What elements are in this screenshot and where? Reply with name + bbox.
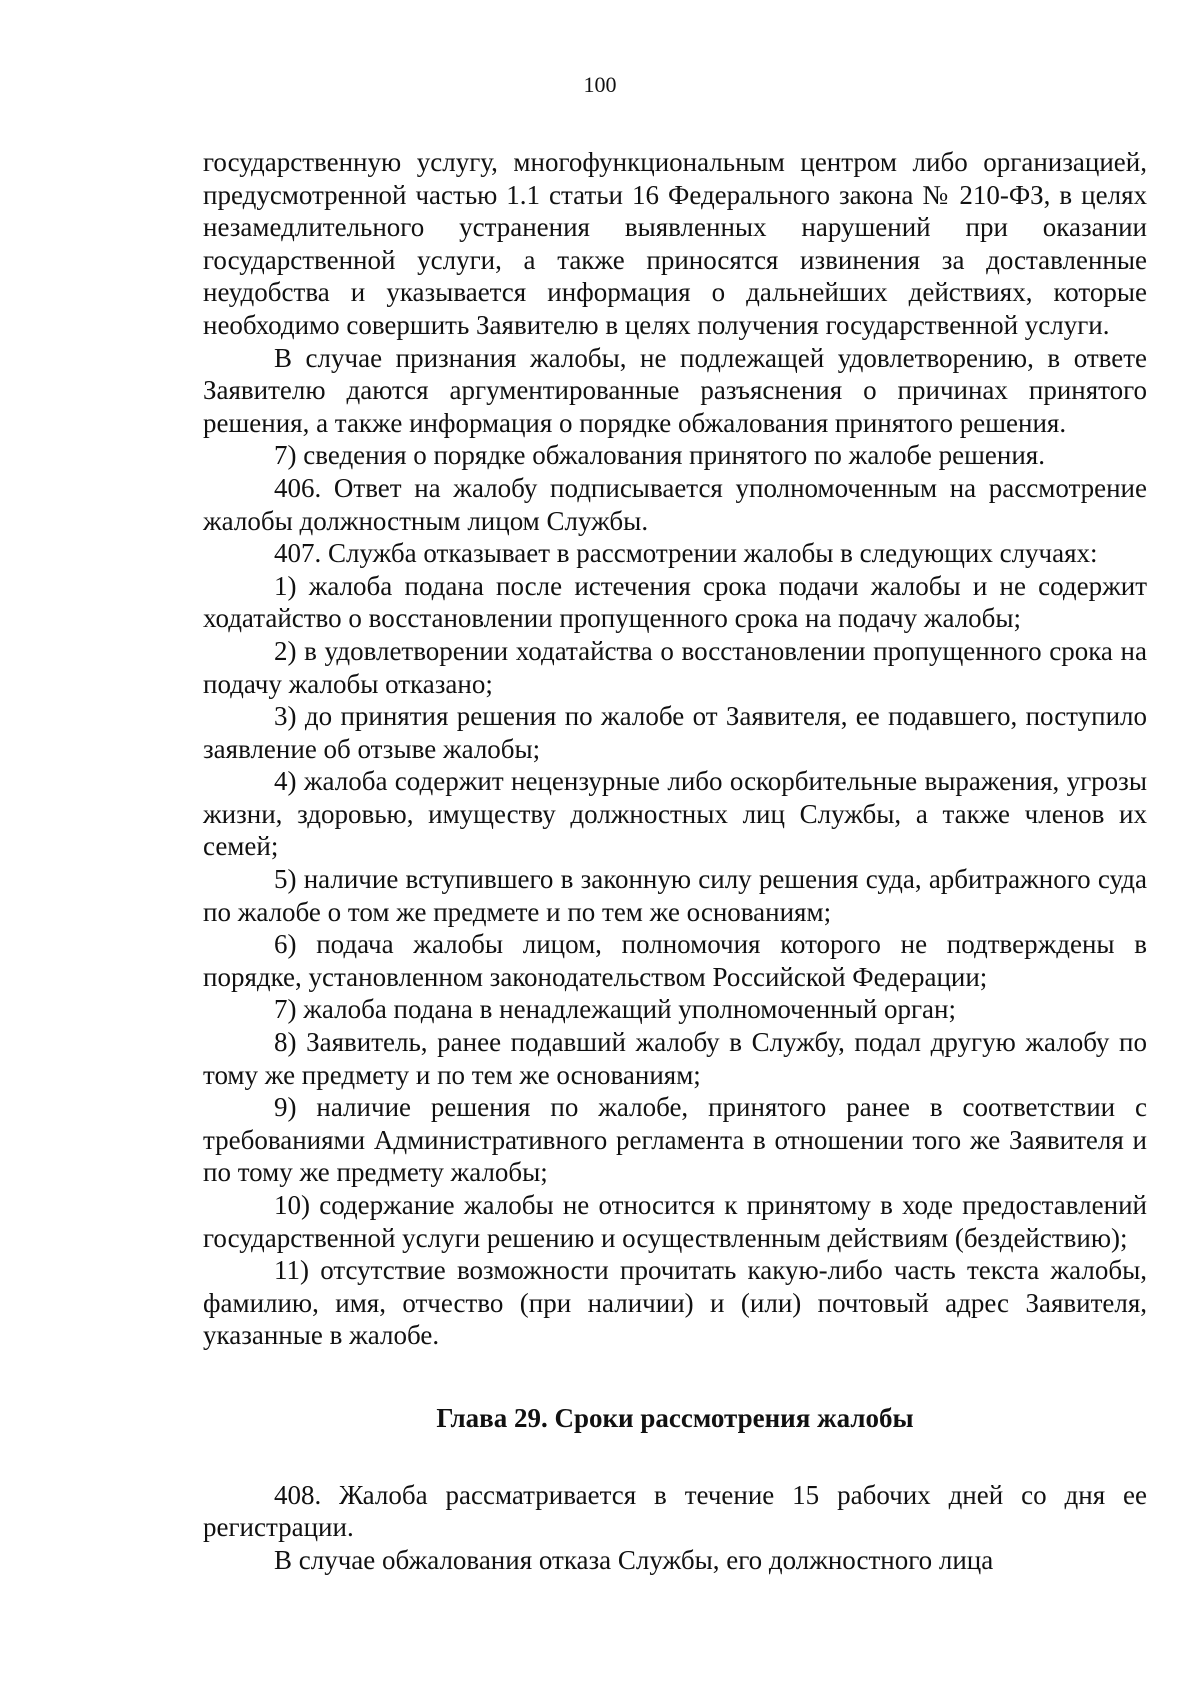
paragraph: 11) отсутствие возможности прочитать какую-либо часть текста жалобы, фамилию, имя, отчество (при наличии) и (или) почтовый адрес Заявителя, указанные в жалобе.	[203, 1255, 1147, 1351]
paragraph: 8) Заявитель, ранее подавший жалобу в Службу, подал другую жалобу по тому же предмету и по тем же основаниям;	[203, 1027, 1147, 1090]
paragraph: 9) наличие решения по жалобе, принятого ранее в соответствии с требованиями Административного регламента в отношении того же Заявителя и по тому же предмету жалобы;	[203, 1092, 1147, 1188]
paragraph: 6) подача жалобы лицом, полномочия которого не подтверждены в порядке, установленном законодательством Российской Федерации;	[203, 929, 1147, 992]
paragraph: 406. Ответ на жалобу подписывается уполномоченным на рассмотрение жалобы должностным лицом Службы.	[203, 472, 1147, 536]
paragraph: 3) до принятия решения по жалобе от Заявителя, ее подавшего, поступило заявление об отзыве жалобы;	[203, 701, 1147, 764]
paragraph: 1) жалоба подана после истечения срока подачи жалобы и не содержит ходатайство о восстановлении пропущенного срока на подачу жалобы;	[203, 570, 1147, 634]
paragraph: 2) в удовлетворении ходатайства о восстановлении пропущенного срока на подачу жалобы отказано;	[203, 635, 1147, 699]
document-body	[203, 146, 1147, 1576]
paragraph: 408. Жалоба рассматривается в течение 15 рабочих дней со дня ее регистрации.	[203, 1479, 1147, 1543]
paragraph: В случае признания жалобы, не подлежащей удовлетворению, в ответе Заявителю даются аргументированные разъяснения о причинах принятого решения, а также информация о порядке обжалования принятого решения.	[203, 342, 1147, 438]
paragraph: В случае обжалования отказа Службы, его должностного лица	[274, 1544, 994, 1575]
paragraph-list-after	[203, 1479, 1147, 1577]
paragraph: 7) жалоба подана в ненадлежащий уполномоченный орган;	[274, 994, 956, 1025]
chapter-title: Глава 29. Сроки рассмотрения жалобы	[436, 1402, 914, 1433]
paragraph: 7) сведения о порядке обжалования принятого по жалобе решения.	[274, 440, 1045, 471]
paragraph-list	[203, 146, 1147, 1352]
paragraph: 10) содержание жалобы не относится к принятому в ходе предоставлений государственной услуги решению и осуществленным действиям (бездействию);	[203, 1190, 1147, 1253]
paragraph: 4) жалоба содержит нецензурные либо оскорбительные выражения, угрозы жизни, здоровью, имуществу должностных лиц Службы, а также членов их семей;	[203, 766, 1147, 862]
paragraph: 407. Служба отказывает в рассмотрении жалобы в следующих случаях:	[274, 538, 1098, 569]
paragraph: государственную услугу, многофункциональным центром либо организацией, предусмотренной частью 1.1 статьи 16 Федерального закона № 210-ФЗ, в целях незамедлительного устранения выявленных нарушений при оказании государственной услуги, а также приносятся извинения за доставленные неудобства и указывается информация о дальнейших действиях, которые необходимо совершить Заявителю в целях получения государственной услуги.	[203, 147, 1147, 340]
paragraph: 5) наличие вступившего в законную силу решения суда, арбитражного суда по жалобе о том же предмете и по тем же основаниям;	[203, 864, 1147, 927]
page-number: 100	[583, 72, 617, 97]
